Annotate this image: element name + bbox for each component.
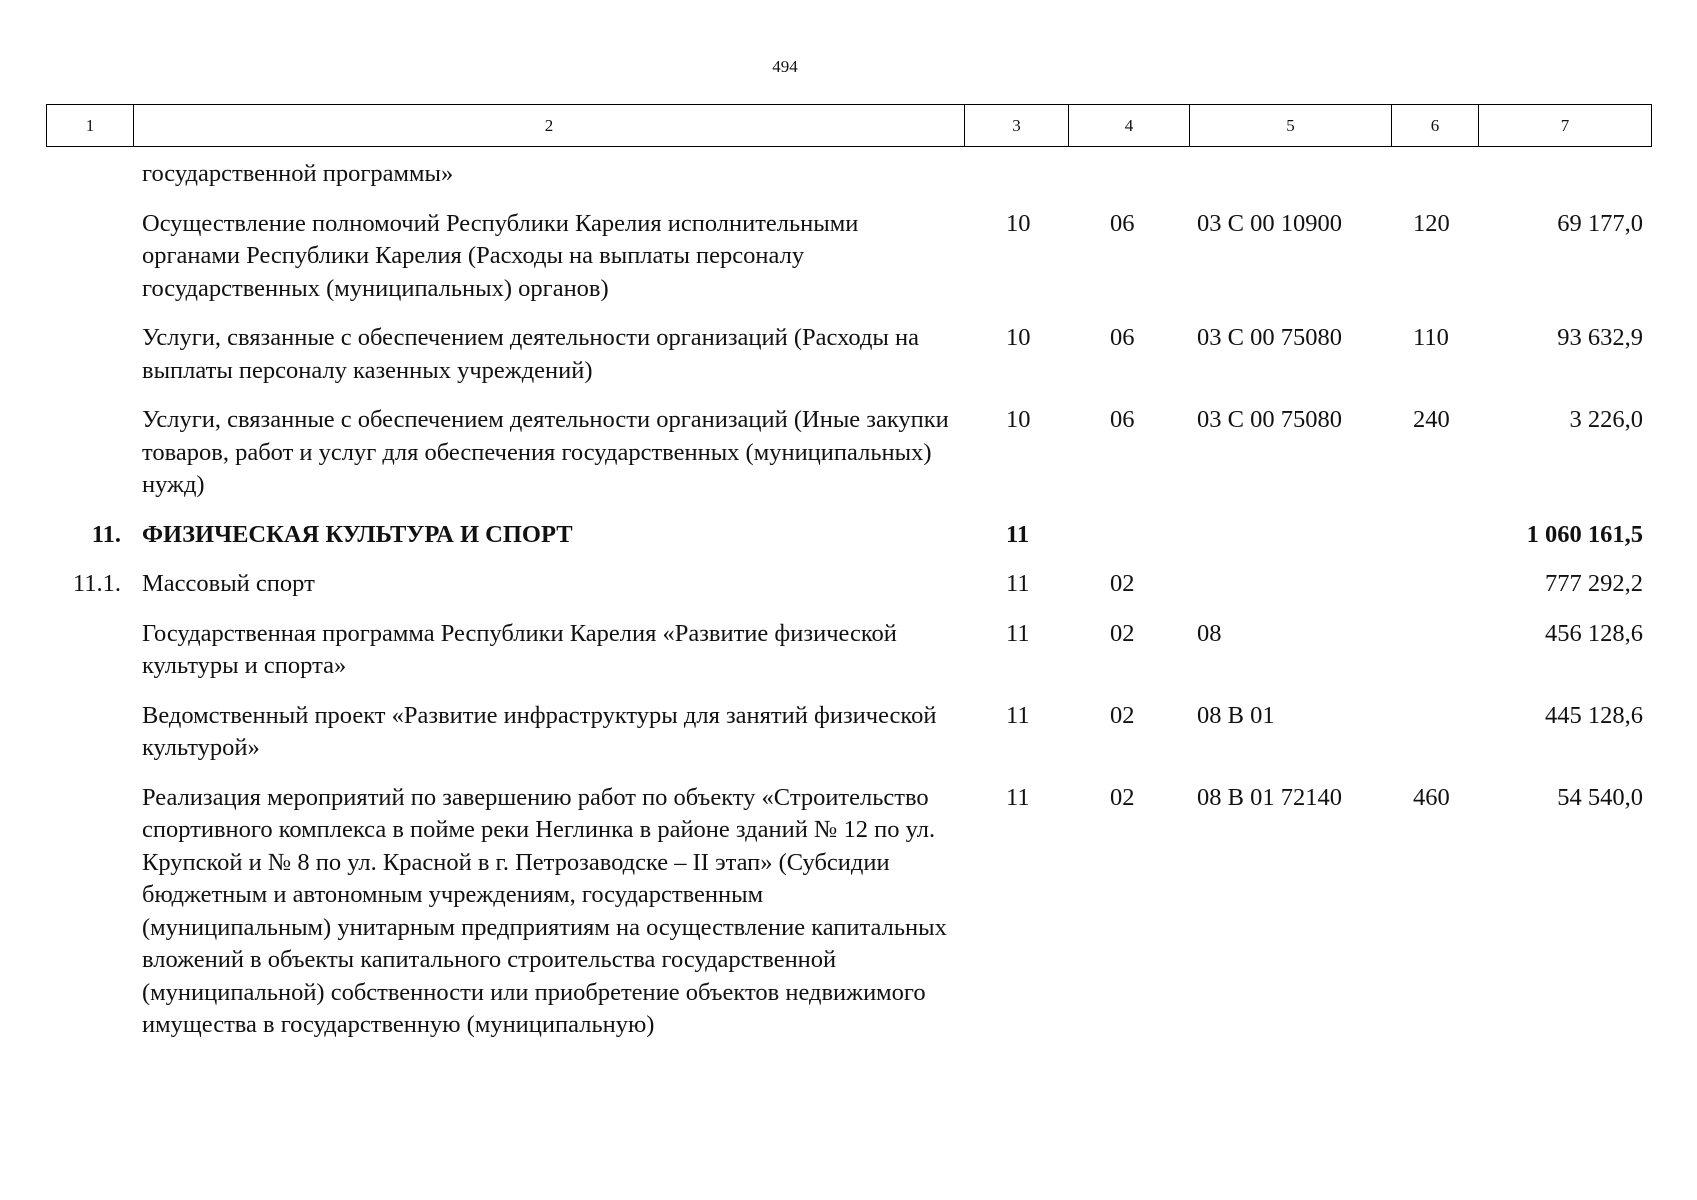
row-number: 11.	[91, 520, 121, 548]
row-amount: 1 060 161,5	[1526, 520, 1643, 548]
row-amount: 93 632,9	[1557, 324, 1643, 351]
table-row	[46, 700, 1651, 782]
row-subsection-code: 06	[1110, 406, 1135, 433]
row-amount: 69 177,0	[1557, 209, 1643, 237]
row-number	[46, 782, 133, 1059]
row-subsection-code: 02	[1110, 701, 1135, 729]
budget-table-body	[46, 158, 1651, 1059]
row-name: Осуществление полномочий Республики Карелия исполнительными органами Республики Карелия (Расходы на выплаты персоналу государственных (муниципальных) органов)	[142, 209, 859, 302]
row-expense-type: 240	[1413, 406, 1450, 433]
row-section-code: 10	[1006, 209, 1031, 237]
column-header-6: 6	[1392, 105, 1479, 147]
row-number	[46, 700, 133, 782]
row-target-article	[1189, 519, 1391, 569]
row-section-code: 10	[1006, 406, 1031, 433]
row-section-code	[964, 158, 1068, 208]
table-row	[46, 322, 1651, 404]
row-expense-type: 120	[1413, 209, 1450, 237]
row-subsection-code	[1068, 158, 1189, 208]
table-row	[46, 618, 1651, 700]
table-row	[46, 404, 1651, 519]
row-number	[46, 208, 133, 323]
row-target-article: 03 С 00 75080	[1197, 406, 1342, 433]
row-subsection-code: 02	[1110, 619, 1135, 647]
row-amount: 456 128,6	[1545, 619, 1643, 647]
row-target-article: 03 С 00 10900	[1197, 209, 1342, 237]
row-subsection-code: 06	[1110, 209, 1135, 237]
column-header-1: 1	[47, 105, 134, 147]
row-subsection-code	[1068, 519, 1189, 569]
table-row	[46, 158, 1651, 208]
column-header-table	[46, 104, 1652, 147]
row-section-code: 10	[1006, 324, 1031, 351]
row-subsection-code: 02	[1110, 783, 1135, 811]
row-section-code: 11	[1006, 701, 1030, 729]
row-section-code: 11	[1006, 783, 1030, 811]
row-expense-type	[1391, 519, 1478, 569]
row-name: Массовый спорт	[142, 570, 315, 597]
row-number: 11.1.	[72, 570, 121, 597]
column-header-2: 2	[134, 105, 965, 147]
row-name: Ведомственный проект «Развитие инфраструктуры для занятий физической культурой»	[142, 701, 937, 761]
table-rows	[46, 158, 1651, 1059]
row-amount: 3 226,0	[1569, 406, 1643, 433]
column-header-row	[47, 105, 1652, 147]
row-number	[46, 404, 133, 519]
row-section-code: 11	[1006, 619, 1030, 647]
row-amount: 54 540,0	[1557, 783, 1643, 811]
row-name: Реализация мероприятий по завершению работ по объекту «Строительство спортивного комплекса в пойме реки Неглинка в районе зданий № 12 по ул. Крупской и № 8 по ул. Красной в г. Петрозаводске – II этап» (Субсидии бюджетным и автономным учреждениям, государственным (муниципальным) унитарным предприятиям на осуществление капитальных вложений в объекты капитального строительства государственной (муниципальной) собственности или приобретение объектов недвижимого имущества в государственную (муниципальную)	[142, 783, 947, 1038]
page-number: 494	[772, 57, 798, 76]
row-target-article	[1189, 568, 1391, 618]
row-amount: 777 292,2	[1545, 570, 1643, 597]
row-name: Услуги, связанные с обеспечением деятельности организаций (Иные закупки товаров, работ и услуг для обеспечения государственных (муниципальных) нужд)	[142, 406, 949, 498]
row-name: государственной программы»	[142, 160, 454, 187]
column-header-5: 5	[1190, 105, 1392, 147]
row-number	[46, 158, 133, 208]
table-row	[46, 208, 1651, 323]
table-row	[46, 568, 1651, 618]
row-section-code: 11	[1006, 570, 1030, 597]
column-header-4: 4	[1069, 105, 1190, 147]
row-amount: 445 128,6	[1545, 701, 1643, 729]
row-number	[46, 322, 133, 404]
row-target-article: 08 В 01	[1197, 701, 1275, 729]
row-subsection-code: 02	[1110, 570, 1135, 597]
column-header-7: 7	[1479, 105, 1652, 147]
table-row	[46, 519, 1651, 569]
column-header-3: 3	[965, 105, 1069, 147]
row-expense-type	[1391, 700, 1478, 782]
row-target-article: 08	[1197, 619, 1222, 647]
row-amount	[1478, 158, 1651, 208]
row-name: ФИЗИЧЕСКАЯ КУЛЬТУРА И СПОРТ	[142, 520, 573, 548]
row-number	[46, 618, 133, 700]
row-name: Услуги, связанные с обеспечением деятельности организаций (Расходы на выплаты персоналу казенных учреждений)	[142, 324, 919, 384]
row-expense-type	[1391, 618, 1478, 700]
row-expense-type	[1391, 568, 1478, 618]
row-target-article	[1189, 158, 1391, 208]
row-section-code: 11	[1006, 520, 1030, 548]
table-row	[46, 782, 1651, 1059]
row-expense-type: 460	[1413, 783, 1450, 811]
row-subsection-code: 06	[1110, 324, 1135, 351]
row-target-article: 08 В 01 72140	[1197, 783, 1342, 811]
row-expense-type: 110	[1413, 324, 1449, 351]
row-target-article: 03 С 00 75080	[1197, 324, 1342, 351]
row-name: Государственная программа Республики Карелия «Развитие физической культуры и спорта»	[142, 619, 897, 679]
row-expense-type	[1391, 158, 1478, 208]
